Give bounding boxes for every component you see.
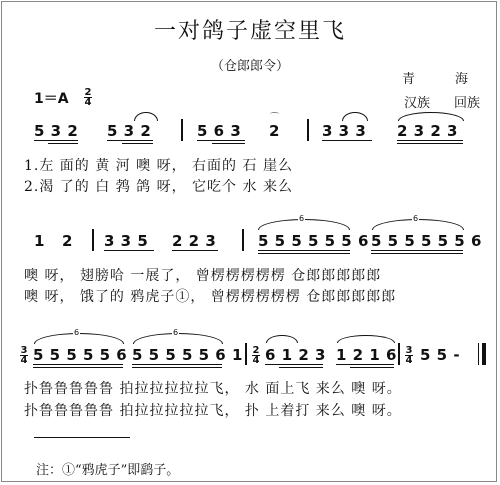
beam: [33, 364, 123, 365]
beam: [371, 253, 463, 254]
song-title: 一对鸽子虚空里飞: [153, 19, 346, 44]
footnote-rule: [34, 437, 130, 438]
verse1-line2: 噢 呀， 翅膀哈 一展了， 曾楞楞楞楞楞 仓郎郎郎郎郎: [24, 268, 382, 284]
beam: [350, 367, 394, 368]
beam: [265, 364, 323, 365]
staff3-notes-5: 1 2 1 6: [336, 346, 397, 364]
verse1-line1: 1.左 面的 黄 河 噢 呀， 右面的 石 崖么: [24, 158, 293, 174]
beam: [212, 143, 245, 144]
footnote: 注：①“鸦虎子”即鹞子。: [36, 463, 180, 478]
song-subtitle: （仓郎郎令）: [210, 59, 289, 74]
tuplet-number: 6: [413, 214, 419, 223]
verse2-line1: 2.渴 了的 白 鹁 鸽 呀， 它吃个 水 来么: [24, 179, 293, 195]
barline: [307, 119, 309, 141]
beam: [258, 253, 350, 254]
time-denominator: 4: [84, 97, 92, 108]
staff2-notes-2: 2: [62, 232, 73, 250]
staff2-notes-5: 5 5 5 5 5 5 6: [258, 232, 369, 250]
fermata-icon: ⌒: [270, 113, 280, 123]
credit-name-2: 海: [455, 72, 469, 87]
barline: [245, 343, 247, 365]
beam: [197, 140, 245, 141]
tuplet-number: 6: [299, 214, 305, 223]
staff2-notes-3: 3 3 5: [104, 232, 149, 250]
beam: [336, 364, 394, 365]
credit-name-1: 青: [402, 72, 416, 87]
staff1-notes-3: 5 6 3: [197, 122, 242, 140]
barline: [242, 229, 244, 251]
time-denominator: 4: [20, 355, 28, 366]
time-signature-3-4: [20, 346, 28, 365]
staff1-notes-2: 5 3 2: [107, 122, 152, 140]
verse2-line3: 扑鲁鲁鲁鲁鲁 拍拉拉拉拉拉飞， 扑 上着打 来么 噢 呀。: [24, 403, 402, 419]
time-numerator: 2: [252, 345, 260, 356]
beam: [132, 367, 222, 368]
time-signature-3-4: [405, 346, 413, 365]
time-denominator: 4: [252, 355, 260, 366]
staff3-notes-4: 6 1 2 3: [265, 346, 326, 364]
staff2-notes-1: 1: [34, 232, 45, 250]
barline: [181, 119, 183, 141]
key-signature: 1＝A: [34, 91, 69, 107]
verse2-line2: 噢 呀， 饿了的 鸦虎子①， 曾楞楞楞楞楞 仓郎郎郎郎郎: [24, 289, 397, 305]
staff3-notes-6: 5 5 -: [420, 346, 461, 364]
staff3-notes-1: 5 5 5 5 5 6: [33, 346, 128, 364]
staff2-notes-6: 5 5 5 5 5 5 6: [371, 232, 482, 250]
credit-ethnicity-2: 回族: [454, 96, 481, 111]
staff1-notes-1: 5 3 2: [34, 122, 79, 140]
staff1-notes-4: 2: [269, 122, 280, 140]
beam: [132, 364, 222, 365]
beam: [371, 250, 463, 251]
verse1-line3: 扑鲁鲁鲁鲁鲁 拍拉拉拉拉拉飞， 水 面上飞 来么 噢 呀。: [24, 381, 402, 397]
beam: [397, 143, 463, 144]
beam: [397, 140, 463, 141]
tuplet-number: 6: [74, 328, 80, 337]
staff3-notes-2: 5 5 5 5 5 6 1: [132, 346, 243, 364]
tuplet-number: 6: [173, 328, 179, 337]
final-barline-thick: [482, 343, 486, 365]
barline: [92, 229, 94, 251]
beam: [258, 250, 350, 251]
credit-ethnicity: 汉族: [404, 96, 431, 111]
final-barline-thin: [478, 343, 479, 365]
staff2-notes-4: 2 2 3: [172, 232, 217, 250]
beam: [279, 367, 323, 368]
time-denominator: 4: [405, 355, 413, 366]
beam: [34, 140, 78, 141]
beam: [48, 143, 78, 144]
beam: [172, 250, 218, 251]
time-signature: [84, 88, 92, 107]
beam: [107, 140, 153, 141]
time-numerator: 3: [405, 345, 413, 356]
time-signature-2-4: [252, 346, 260, 365]
beam: [33, 367, 123, 368]
beam: [322, 140, 372, 141]
beam: [122, 143, 153, 144]
time-numerator: 2: [84, 87, 92, 98]
beam: [104, 250, 154, 251]
barline: [398, 343, 400, 365]
staff1-notes-6: 2 3 2 3: [397, 122, 458, 140]
time-numerator: 3: [20, 345, 28, 356]
staff1-notes-5: 3 3 3: [322, 122, 367, 140]
